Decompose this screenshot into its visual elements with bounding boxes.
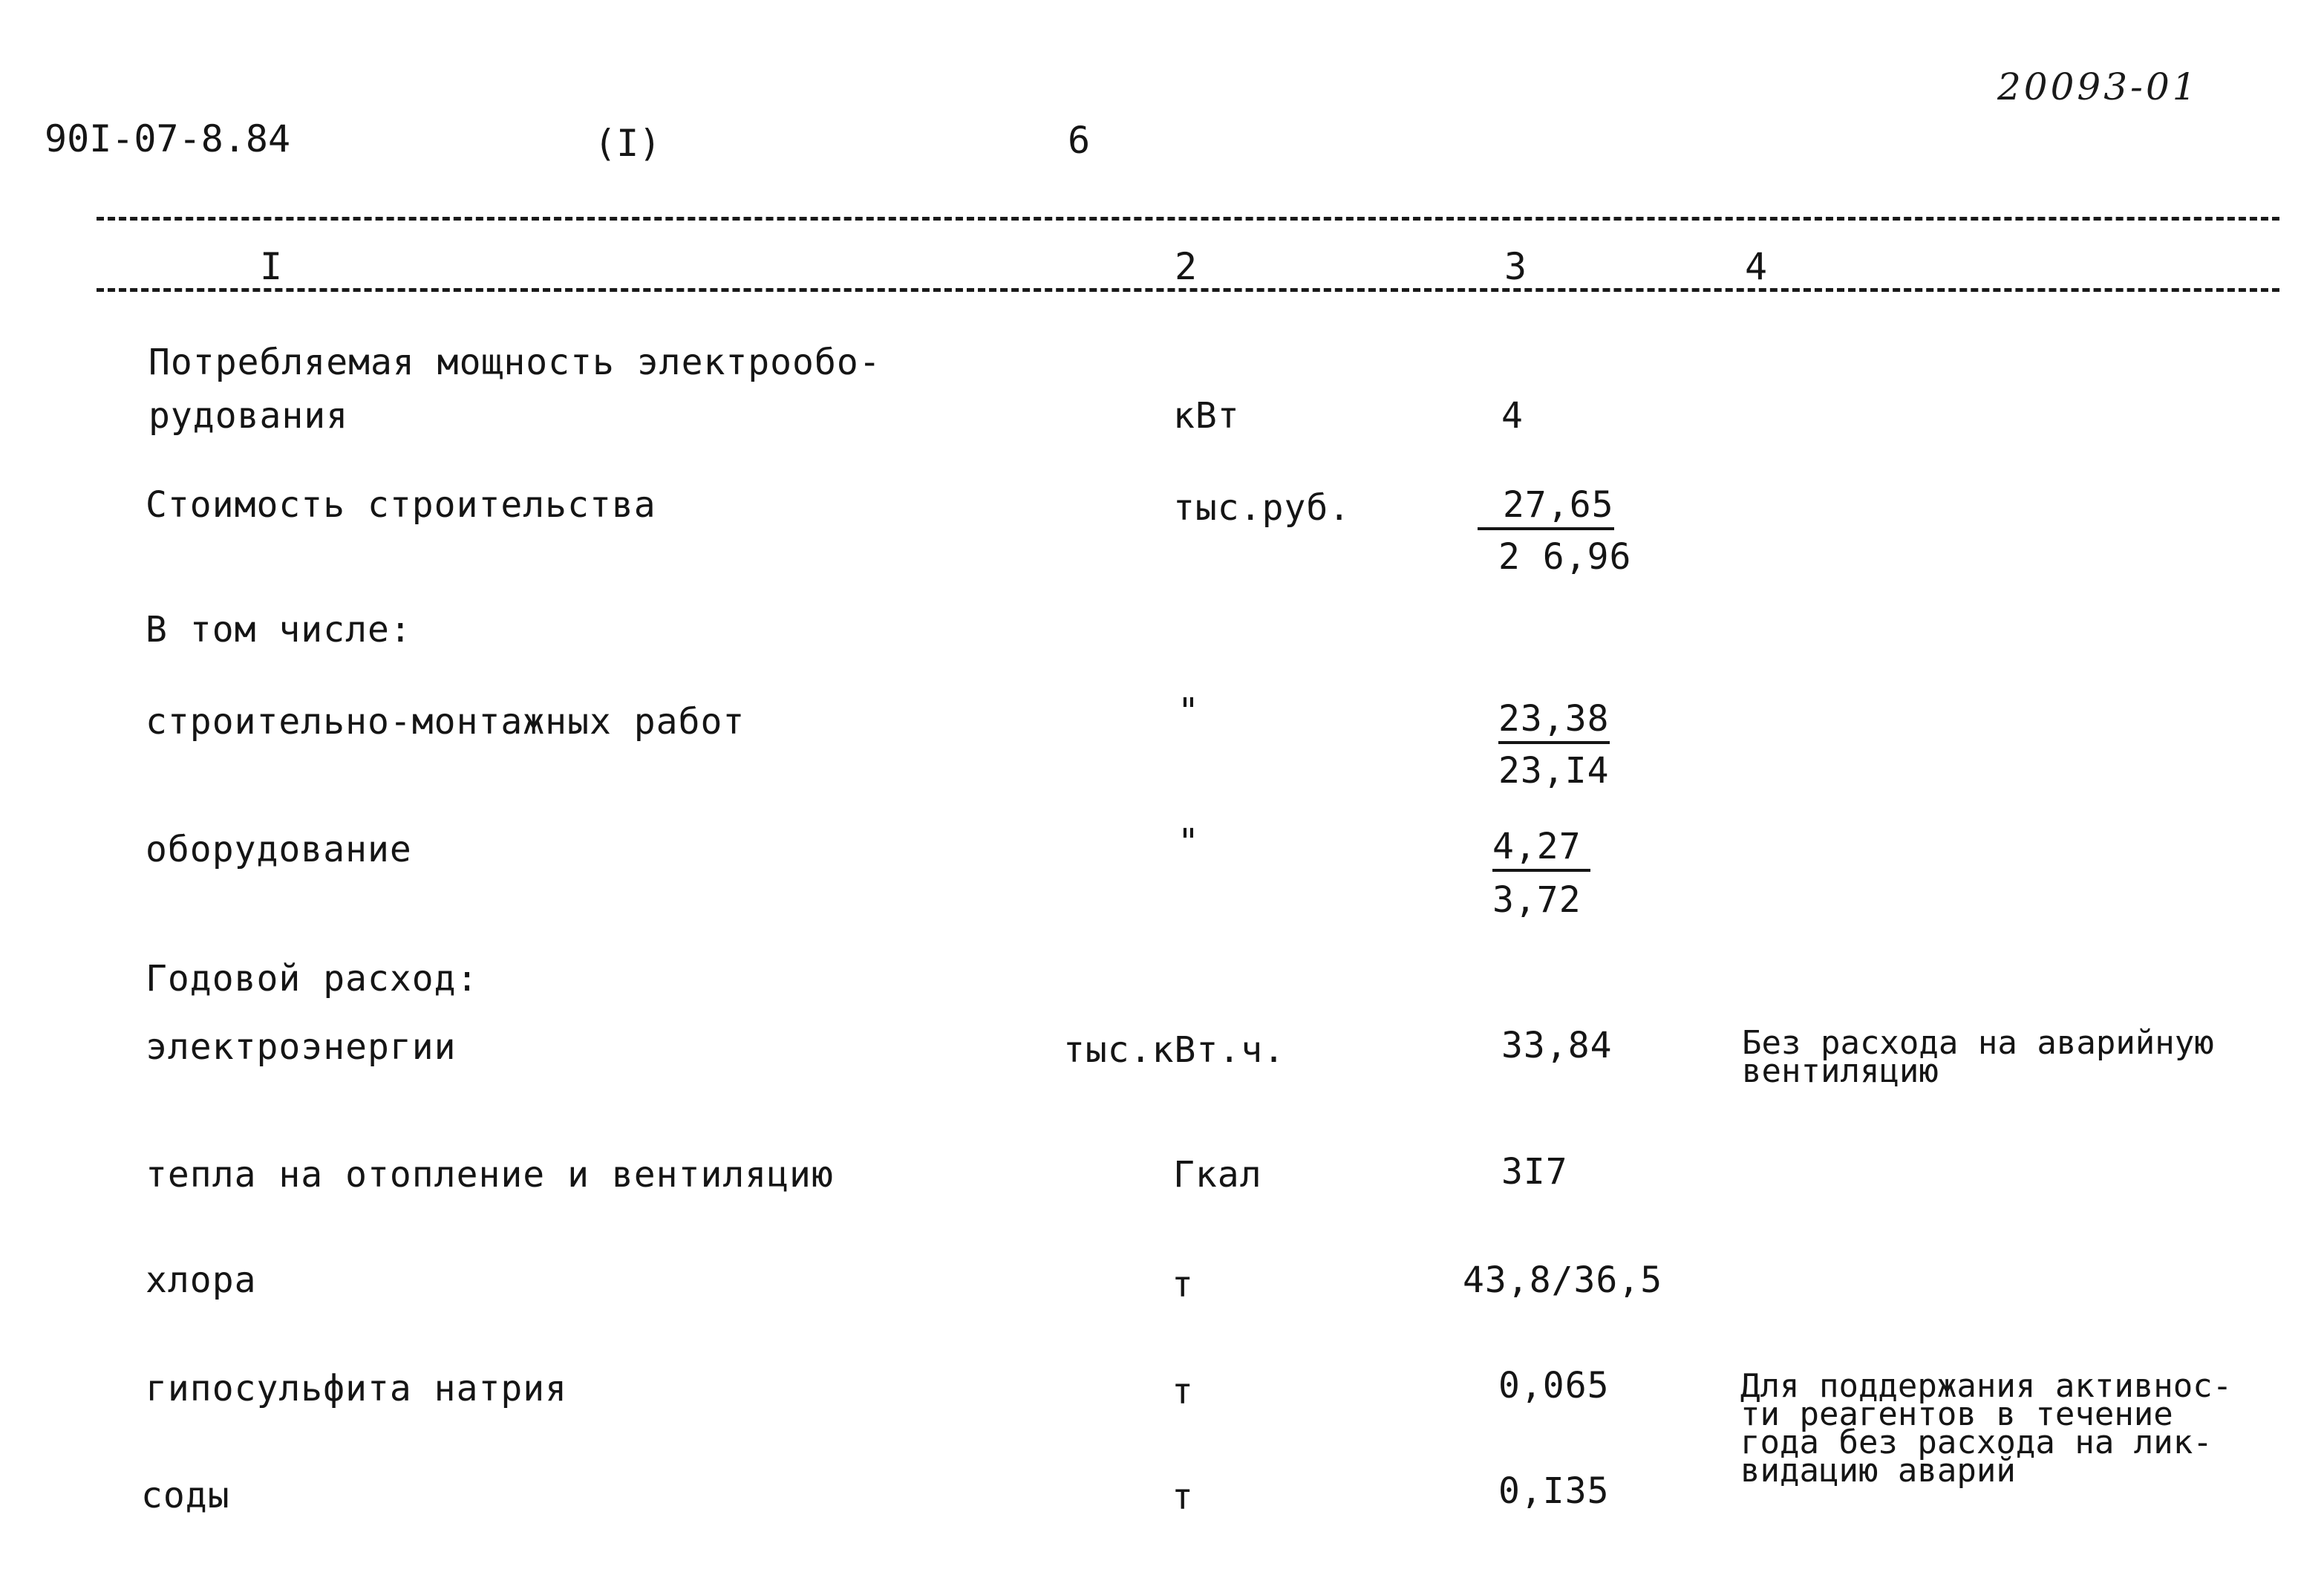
row-label: строительно-монтажных работ xyxy=(146,701,745,743)
row-value-numerator: 27,65 xyxy=(1478,484,1614,530)
row-value: 43,8/36,5 xyxy=(1463,1259,1663,1301)
row-unit: т xyxy=(1172,1371,1194,1412)
row-unit: тыс.руб. xyxy=(1173,487,1351,529)
row-value-denominator: 23,I4 xyxy=(1498,750,1610,792)
row-value: 0,065 xyxy=(1498,1365,1610,1406)
table-top-rule xyxy=(97,217,2279,221)
row-label: хлора xyxy=(146,1259,257,1301)
row-value-denominator: 3,72 xyxy=(1492,879,1582,921)
row-label: Потребляемая мощность электрообо- xyxy=(148,342,881,383)
row-value: 0,I35 xyxy=(1498,1470,1610,1512)
row-unit: т xyxy=(1172,1264,1194,1305)
row-value: 3I7 xyxy=(1501,1151,1568,1193)
row-unit: т xyxy=(1172,1476,1194,1518)
archive-number: 20093-01 xyxy=(1997,65,2199,108)
row-label: электроэнергии xyxy=(146,1026,457,1068)
row-label: тепла на отопление и вентиляцию xyxy=(146,1154,834,1196)
column-header-4: 4 xyxy=(1745,245,1768,288)
row-label: Стоимость строительства xyxy=(146,484,656,526)
row-unit-ditto: " xyxy=(1178,821,1200,863)
row-value-denominator: 2 6,96 xyxy=(1498,536,1632,578)
document-code: 90I-07-8.84 xyxy=(45,117,291,160)
column-header-2: 2 xyxy=(1175,245,1198,288)
row-unit: Гкал xyxy=(1173,1154,1262,1196)
row-note: Для поддержания активнос- ти реагентов в течение года без расхода на лик- видацию аварий xyxy=(1740,1367,2233,1490)
row-label-continued: рудования xyxy=(148,395,349,437)
part-number: (I) xyxy=(594,122,662,165)
row-unit-ditto: " xyxy=(1178,691,1200,732)
row-value-numerator: 23,38 xyxy=(1498,698,1610,744)
column-header-1: I xyxy=(260,245,283,288)
row-label: гипосульфита натрия xyxy=(146,1368,568,1409)
row-value-numerator: 4,27 xyxy=(1492,826,1590,872)
row-label: оборудование xyxy=(146,829,412,870)
section-label: В том числе: xyxy=(146,609,412,651)
row-value: 33,84 xyxy=(1501,1025,1613,1066)
column-header-3: 3 xyxy=(1504,245,1527,288)
row-unit: кВт xyxy=(1173,395,1240,437)
section-label: Годовой расход: xyxy=(146,958,479,1000)
row-label: соды xyxy=(141,1475,230,1516)
row-value: 4 xyxy=(1501,395,1524,437)
table-header-rule xyxy=(97,288,2279,292)
page-number: 6 xyxy=(1068,119,1091,162)
row-unit: тыс.кВт.ч. xyxy=(1063,1029,1285,1071)
row-note: Без расхода на аварийную вентиляцию xyxy=(1742,1024,2214,1090)
